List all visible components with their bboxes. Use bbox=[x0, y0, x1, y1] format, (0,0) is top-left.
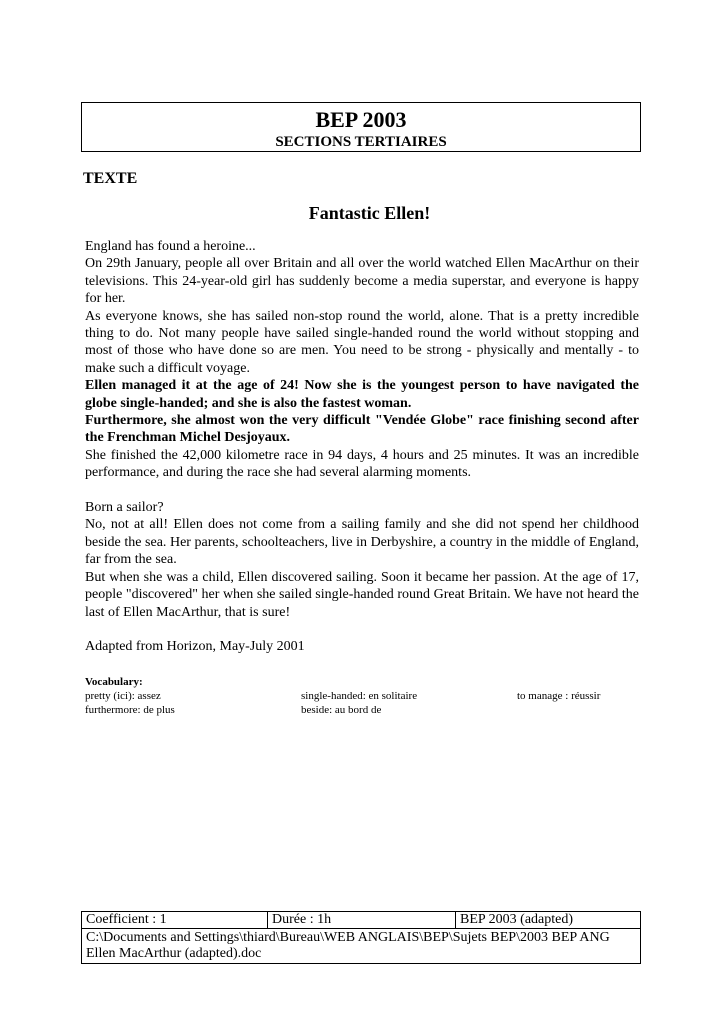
vocabulary-entry: pretty (ici): assez bbox=[85, 690, 161, 702]
article-title: Fantastic Ellen! bbox=[308, 203, 431, 223]
vocabulary-entry: to manage : réussir bbox=[517, 690, 601, 702]
paragraph-bold: Ellen managed it at the age of 24! Now she is the youngest person to have navigated the globe single-handed; and she is also the fastest woman. bbox=[85, 378, 639, 411]
document-subtitle: SECTIONS TERTIAIRES bbox=[275, 134, 447, 150]
vocabulary-title: Vocabulary: bbox=[85, 676, 143, 688]
footer-file-path: C:\Documents and Settings\thiard\Bureau\WEB ANGLAIS\BEP\Sujets BEP\2003 BEP ANG Ellen MacArthur (adapted).doc bbox=[86, 930, 610, 961]
vocabulary-row bbox=[85, 689, 645, 703]
paragraph: On 29th January, people all over Britain and all over the world watched Ellen MacArthur on their televisions. This 24-year-old girl has suddenly become a media superstar, and everyone is happy for her. bbox=[85, 256, 639, 307]
spacer bbox=[85, 482, 639, 499]
document-title: BEP 2003 bbox=[315, 107, 407, 132]
footer-coefficient: Coefficient : 1 bbox=[82, 912, 268, 928]
header-box bbox=[81, 102, 641, 152]
footer-duration: Durée : 1h bbox=[268, 912, 456, 928]
article-body bbox=[85, 238, 639, 656]
paragraph: She finished the 42,000 kilometre race in 94 days, 4 hours and 25 minutes. It was an incredible performance, and during the race she had several alarming moments. bbox=[85, 447, 639, 481]
paragraph: Born a sailor? bbox=[85, 500, 164, 516]
spacer bbox=[85, 621, 639, 638]
paragraph: England has found a heroine... bbox=[85, 239, 256, 254]
vocabulary-section bbox=[85, 675, 645, 717]
footer-row bbox=[82, 912, 640, 929]
footer-table bbox=[81, 911, 641, 964]
paragraph: As everyone knows, she has sailed non-stop round the world, alone. That is a pretty incredible thing to do. Not many people have sailed single-handed round the world without stopping and most of those who have done so are men. You need to be strong - physically and mentally - to make such a difficult voyage. bbox=[85, 308, 639, 376]
vocabulary-row bbox=[85, 703, 645, 717]
paragraph-bold: Furthermore, she almost won the very difficult "Vendée Globe" race finishing second after the Frenchman Michel Desjoyaux. bbox=[85, 413, 639, 446]
vocabulary-entry: furthermore: de plus bbox=[85, 704, 175, 716]
vocabulary-entry: beside: au bord de bbox=[301, 704, 382, 716]
paragraph: No, not at all! Ellen does not come from a sailing family and she did not spend her childhood beside the sea. Her parents, schoolteachers, live in Derbyshire, a country in the middle of England, far from the sea. bbox=[85, 517, 639, 568]
vocabulary-entry: single-handed: en solitaire bbox=[301, 690, 418, 702]
footer-reference: BEP 2003 (adapted) bbox=[460, 912, 574, 927]
source-credit: Adapted from Horizon, May-July 2001 bbox=[85, 639, 305, 655]
section-label: TEXTE bbox=[83, 170, 138, 187]
paragraph: But when she was a child, Ellen discovered sailing. Soon it became her passion. At the age of 17, people "discovered" her when she sailed single-handed round Great Britain. We have not heard the last of Ellen MacArthur, that is sure! bbox=[85, 569, 639, 620]
